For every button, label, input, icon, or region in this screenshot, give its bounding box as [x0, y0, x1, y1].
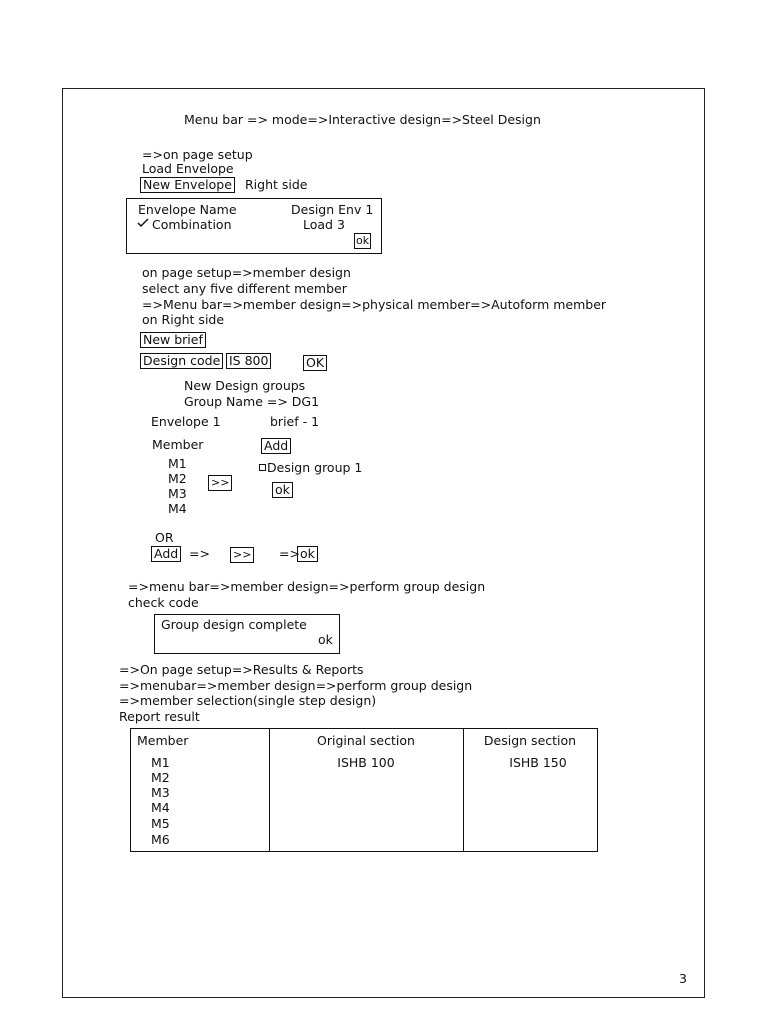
list-item[interactable]: M1 [168, 456, 187, 471]
column-header: Member [137, 733, 189, 748]
step-line: Load Envelope [142, 161, 234, 176]
design-section-value: ISHB 150 [509, 755, 567, 770]
step-line: =>on page setup [142, 147, 253, 162]
dialog-message: Group design complete [161, 617, 307, 632]
table-row: M5 [151, 816, 170, 831]
table-row: M6 [151, 832, 170, 847]
step-line: =>menu bar=>member design=>perform group design [128, 579, 486, 594]
list-item[interactable]: M3 [168, 486, 187, 501]
step-line: check code [128, 595, 199, 610]
column-header: Design section [483, 733, 577, 748]
check-icon[interactable] [137, 217, 149, 229]
step-line: =>On page setup=>Results & Reports [119, 662, 364, 677]
table-row: M2 [151, 770, 170, 785]
column-header: Original section [317, 733, 415, 748]
brief-label: brief - 1 [270, 414, 320, 429]
table-row: M1 [151, 755, 170, 770]
step-line: select any five different member [142, 281, 347, 296]
arrow-text: => [279, 546, 300, 561]
list-item[interactable]: M2 [168, 471, 187, 486]
design-code-field[interactable]: IS 800 [226, 353, 271, 369]
step-line: Right side [245, 177, 308, 192]
step-line: =>Menu bar=>member design=>physical member=>Autoform member [142, 297, 607, 312]
list-item[interactable]: M4 [168, 501, 187, 516]
design-group-label: Design group 1 [267, 460, 363, 475]
envelope-name-value: Design Env 1 [291, 202, 374, 217]
report-table [130, 728, 598, 852]
or-label: OR [155, 530, 174, 545]
envelope-name-label: Envelope Name [138, 202, 237, 217]
page-title: Menu bar => mode=>Interactive design=>Steel Design [184, 112, 541, 127]
add-button[interactable]: Add [261, 438, 291, 454]
combination-value: Load 3 [303, 217, 345, 232]
step-line: New Design groups [184, 378, 306, 393]
sequence-ok-button[interactable]: ok [297, 546, 318, 562]
step-line: on page setup=>member design [142, 265, 351, 280]
step-line: Report result [119, 709, 200, 724]
new-brief-button[interactable]: New brief [140, 332, 206, 348]
combination-label: Combination [152, 217, 232, 232]
design-code-button[interactable]: Design code [140, 353, 223, 369]
design-code-ok-button[interactable]: OK [303, 355, 327, 371]
sequence-move-button[interactable]: >> [230, 547, 254, 563]
table-row: M3 [151, 785, 170, 800]
arrow-text: => [189, 546, 210, 561]
step-line: =>menubar=>member design=>perform group design [119, 678, 473, 693]
page-number: 3 [679, 971, 687, 986]
sequence-add-button[interactable]: Add [151, 546, 181, 562]
envelope-label: Envelope 1 [151, 414, 221, 429]
member-label: Member [152, 437, 204, 452]
dialog-ok-button[interactable]: ok [318, 632, 333, 647]
table-row: M4 [151, 800, 170, 815]
original-section-value: ISHB 100 [337, 755, 395, 770]
design-group-ok-button[interactable]: ok [272, 482, 293, 498]
envelope-ok-button[interactable]: ok [356, 234, 370, 247]
step-line: =>member selection(single step design) [119, 693, 377, 708]
step-line: Group Name => DG1 [184, 394, 320, 409]
new-envelope-button[interactable]: New Envelope [140, 177, 235, 193]
move-right-button[interactable]: >> [208, 475, 232, 491]
design-group-checkbox[interactable] [259, 464, 266, 471]
step-line: on Right side [142, 312, 225, 327]
